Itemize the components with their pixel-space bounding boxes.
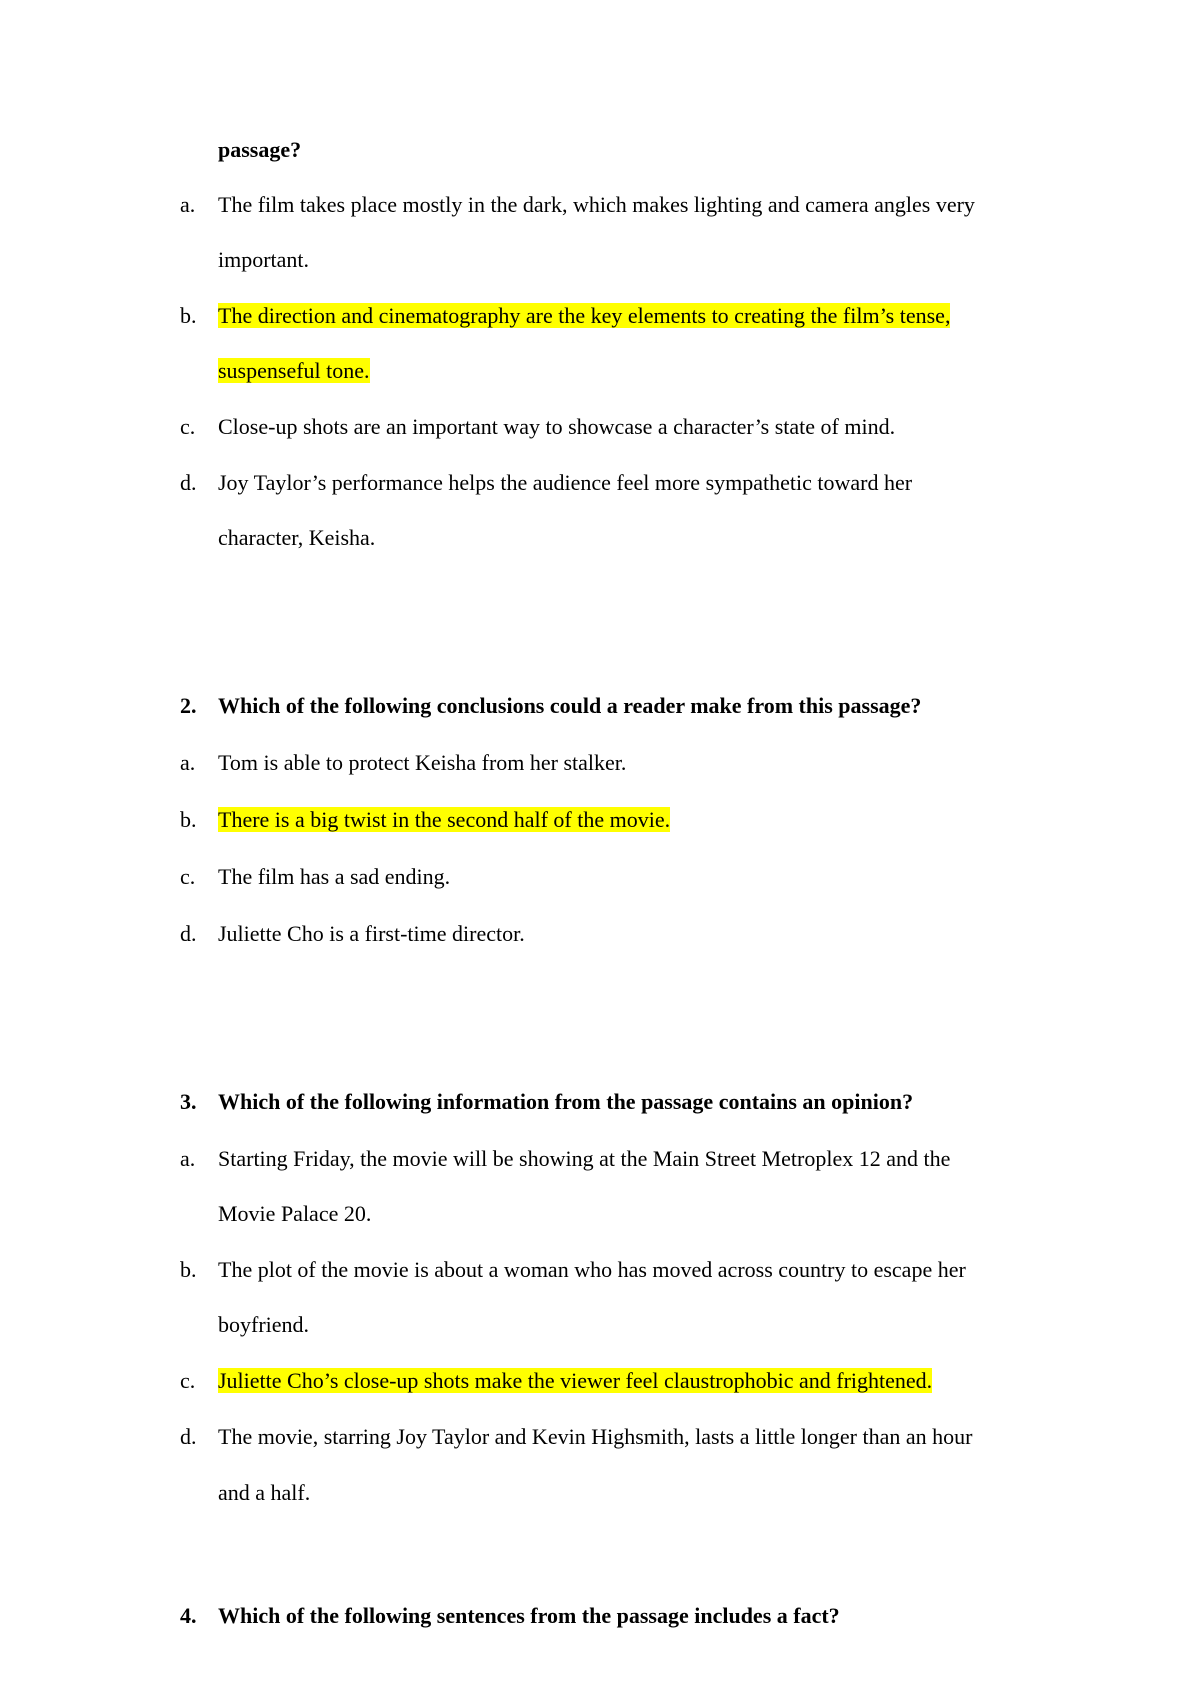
- highlight: There is a big twist in the second half of the movie.: [218, 807, 671, 832]
- q2-number: 2.: [180, 693, 197, 718]
- q1-option-a-line1: The film takes place mostly in the dark, which makes lighting and camera angles very: [218, 192, 975, 217]
- highlight: Juliette Cho’s close-up shots make the viewer feel claustrophobic and frightened.: [218, 1368, 933, 1393]
- q2-option-c-line1: The film has a sad ending.: [218, 864, 451, 889]
- q2-option-a-line1: Tom is able to protect Keisha from her stalker.: [218, 750, 627, 775]
- q3-option-a-line2: Movie Palace 20.: [218, 1201, 372, 1226]
- q2-option-d-letter: d.: [180, 921, 197, 946]
- q3-question: Which of the following information from the passage contains an opinion?: [218, 1089, 914, 1114]
- q2-option-b-letter: b.: [180, 807, 197, 832]
- q2-option-b-line1: [218, 805, 670, 835]
- q4-number: 4.: [180, 1603, 197, 1628]
- q3-option-d-letter: d.: [180, 1424, 197, 1449]
- q1-option-c-line1: Close-up shots are an important way to showcase a character’s state of mind.: [218, 414, 896, 439]
- highlight: The direction and cinematography are the key elements to creating the film’s tense,: [218, 303, 951, 328]
- q1-stem-tail: passage?: [218, 137, 302, 162]
- q1-option-a-letter: a.: [180, 192, 196, 217]
- q2-option-a-letter: a.: [180, 750, 196, 775]
- q3-option-c-line1: [218, 1366, 932, 1396]
- q1-option-b-letter: b.: [180, 303, 197, 328]
- q1-option-b-line2: [218, 356, 370, 386]
- q1-option-b-line1: [218, 301, 950, 331]
- q1-option-d-letter: d.: [180, 470, 197, 495]
- q3-option-b-line1: The plot of the movie is about a woman who has moved across country to escape her: [218, 1257, 966, 1282]
- q4-question: Which of the following sentences from the passage includes a fact?: [218, 1603, 840, 1628]
- q1-option-d-line2: character, Keisha.: [218, 525, 376, 550]
- q2-question: Which of the following conclusions could a reader make from this passage?: [218, 693, 922, 718]
- q3-option-b-line2: boyfriend.: [218, 1312, 310, 1337]
- q3-option-a-letter: a.: [180, 1146, 196, 1171]
- highlight: suspenseful tone.: [218, 358, 370, 383]
- q3-option-d-line1: The movie, starring Joy Taylor and Kevin Highsmith, lasts a little longer than an hour: [218, 1424, 973, 1449]
- q1-option-a-line2: important.: [218, 247, 310, 272]
- q2-option-d-line1: Juliette Cho is a first-time director.: [218, 921, 525, 946]
- q3-number: 3.: [180, 1089, 197, 1114]
- q3-option-a-line1: Starting Friday, the movie will be showing at the Main Street Metroplex 12 and the: [218, 1146, 951, 1171]
- q1-option-c-letter: c.: [180, 414, 196, 439]
- q3-option-c-letter: c.: [180, 1368, 196, 1393]
- q2-option-c-letter: c.: [180, 864, 196, 889]
- q1-option-d-line1: Joy Taylor’s performance helps the audience feel more sympathetic toward her: [218, 470, 913, 495]
- q3-option-d-line2: and a half.: [218, 1480, 311, 1505]
- q3-option-b-letter: b.: [180, 1257, 197, 1282]
